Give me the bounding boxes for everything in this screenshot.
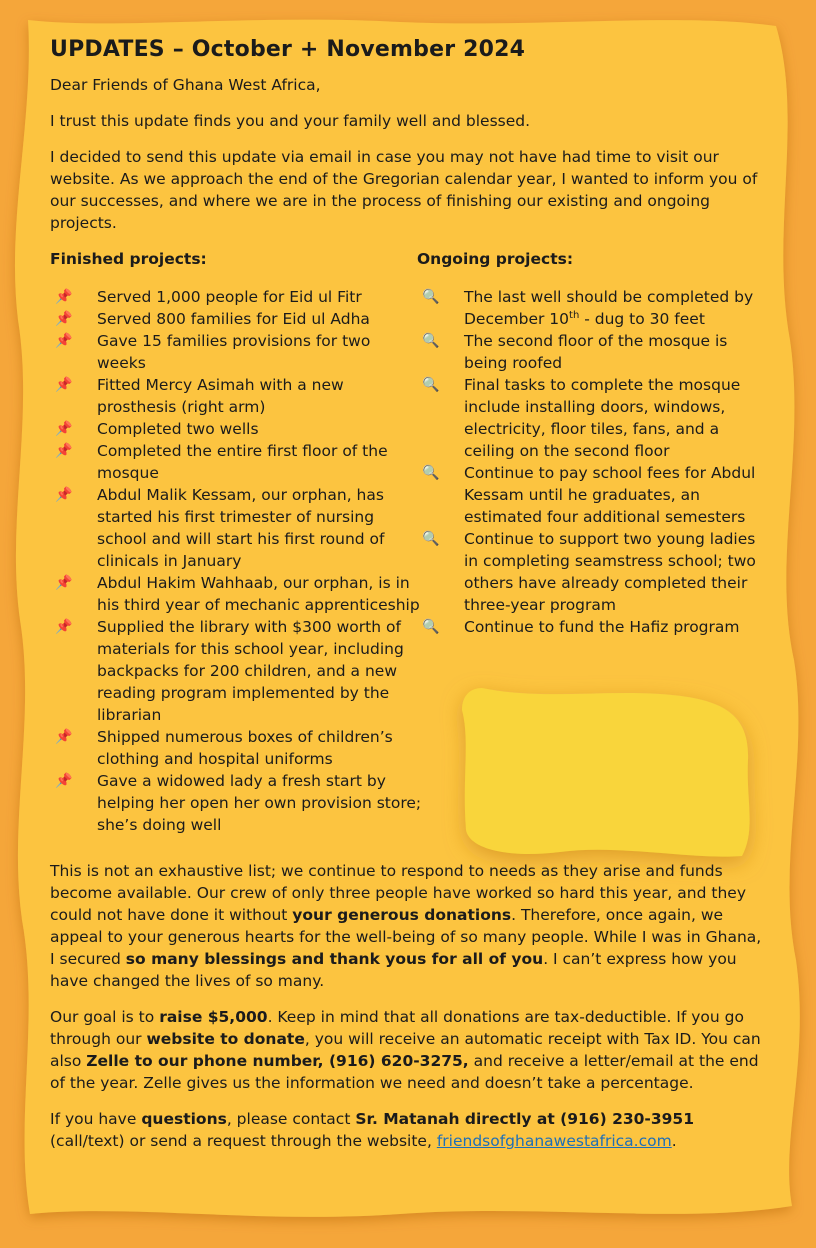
greeting: Dear Friends of Ghana West Africa, [50,76,321,94]
project-columns [50,248,766,848]
pushpin-icon: 📌 [55,773,73,789]
pushpin-icon: 📌 [55,377,73,393]
pushpin-icon: 📌 [55,421,73,437]
contact-paragraph: If you have questions, please contact Sr. Matanah directly at (916) 230-3951 (call/text) or send a request through the website, friendsofghanawestafrica.com. [50,1110,694,1150]
list-item: 📌 Abdul Malik Kessam, our orphan, has started his first trimester of nursing school and will start his first round of clinicals in January [55,486,385,570]
magnifying-glass-icon: 🔍 [422,377,440,393]
list-item: 📌 Supplied the library with $300 worth of materials for this school year, including backpacks for 200 children, and a new reading program implemented by the librarian [55,618,404,724]
ongoing-projects-heading: Ongoing projects: [417,250,574,268]
page-title: UPDATES – October + November 2024 [50,37,526,62]
context-paragraph: I decided to send this update via email in case you may not have had time to visit our website. As we approach the end of the Gregorian calendar year, I wanted to inform you of our successes, and where we are in the process of finishing our existing and ongoing projects. [50,148,758,232]
finished-projects-list [50,286,422,836]
pushpin-icon: 📌 [55,289,73,305]
list-item: 🔍 Continue to fund the Hafiz program [422,618,740,636]
pushpin-icon: 📌 [55,311,73,327]
list-item: 🔍 The last well should be completed by December 10th - dug to 30 feet [422,288,754,328]
magnifying-glass-icon: 🔍 [422,465,440,481]
pushpin-icon: 📌 [55,729,73,745]
magnifying-glass-icon: 🔍 [422,333,440,349]
list-item: 📌 Completed two wells [55,420,259,438]
update-letter [50,34,766,1166]
pushpin-icon: 📌 [55,487,73,503]
website-link[interactable]: friendsofghanawestafrica.com [436,1132,672,1150]
list-item: 📌 Completed the entire first floor of the mosque [55,442,388,482]
ongoing-projects-list [417,286,766,638]
list-item: 📌 Abdul Hakim Wahhaab, our orphan, is in his third year of mechanic apprenticeship [55,574,420,614]
list-item: 📌 Fitted Mercy Asimah with a new prosthesis (right arm) [55,376,344,416]
intro-paragraph: I trust this update finds you and your family well and blessed. [50,112,531,130]
magnifying-glass-icon: 🔍 [422,531,440,547]
list-item: 🔍 Continue to support two young ladies in completing seamstress school; two others have already completed their three-year program [422,530,756,614]
list-item: 📌 Gave 15 families provisions for two weeks [55,332,371,372]
pushpin-icon: 📌 [55,619,73,635]
list-item: 📌 Served 1,000 people for Eid ul Fitr [55,288,362,306]
list-item: 🔍 The second floor of the mosque is being roofed [422,332,728,372]
appeal-paragraph: This is not an exhaustive list; we continue to respond to needs as they arise and funds become available. Our crew of only three people have worked so hard this year, and they could not have done it without your generous donations. Therefore, once again, we appeal to your generous hearts for the well-being of so many people. While I was in Ghana, I secured so many blessings and thank yous for all of you. I can’t express how you have changed the lives of so many. [50,862,762,990]
pushpin-icon: 📌 [55,443,73,459]
magnifying-glass-icon: 🔍 [422,289,440,305]
list-item: 📌 Gave a widowed lady a fresh start by helping her open her own provision store; she’s doing well [55,772,422,834]
donation-paragraph: Our goal is to raise $5,000. Keep in mind that all donations are tax-deductible. If you go through our website to donate, you will receive an automatic receipt with Tax ID. You can also Zelle to our phone number, (916) 620-3275, and receive a letter/email at the end of the year. Zelle gives us the information we need and doesn’t take a percentage. [50,1008,761,1092]
pushpin-icon: 📌 [55,333,73,349]
ongoing-projects [417,248,766,638]
finished-projects [50,248,422,836]
list-item: 📌 Shipped numerous boxes of children’s clothing and hospital uniforms [55,728,393,768]
magnifying-glass-icon: 🔍 [422,619,440,635]
list-item: 🔍 Final tasks to complete the mosque include installing doors, windows, electricity, floor tiles, fans, and a ceiling on the second floor [422,376,741,460]
finished-projects-heading: Finished projects: [50,250,207,268]
pushpin-icon: 📌 [55,575,73,591]
list-item: 🔍 Continue to pay school fees for Abdul Kessam until he graduates, an estimated four additional semesters [422,464,756,526]
list-item: 📌 Served 800 families for Eid ul Adha [55,310,370,328]
